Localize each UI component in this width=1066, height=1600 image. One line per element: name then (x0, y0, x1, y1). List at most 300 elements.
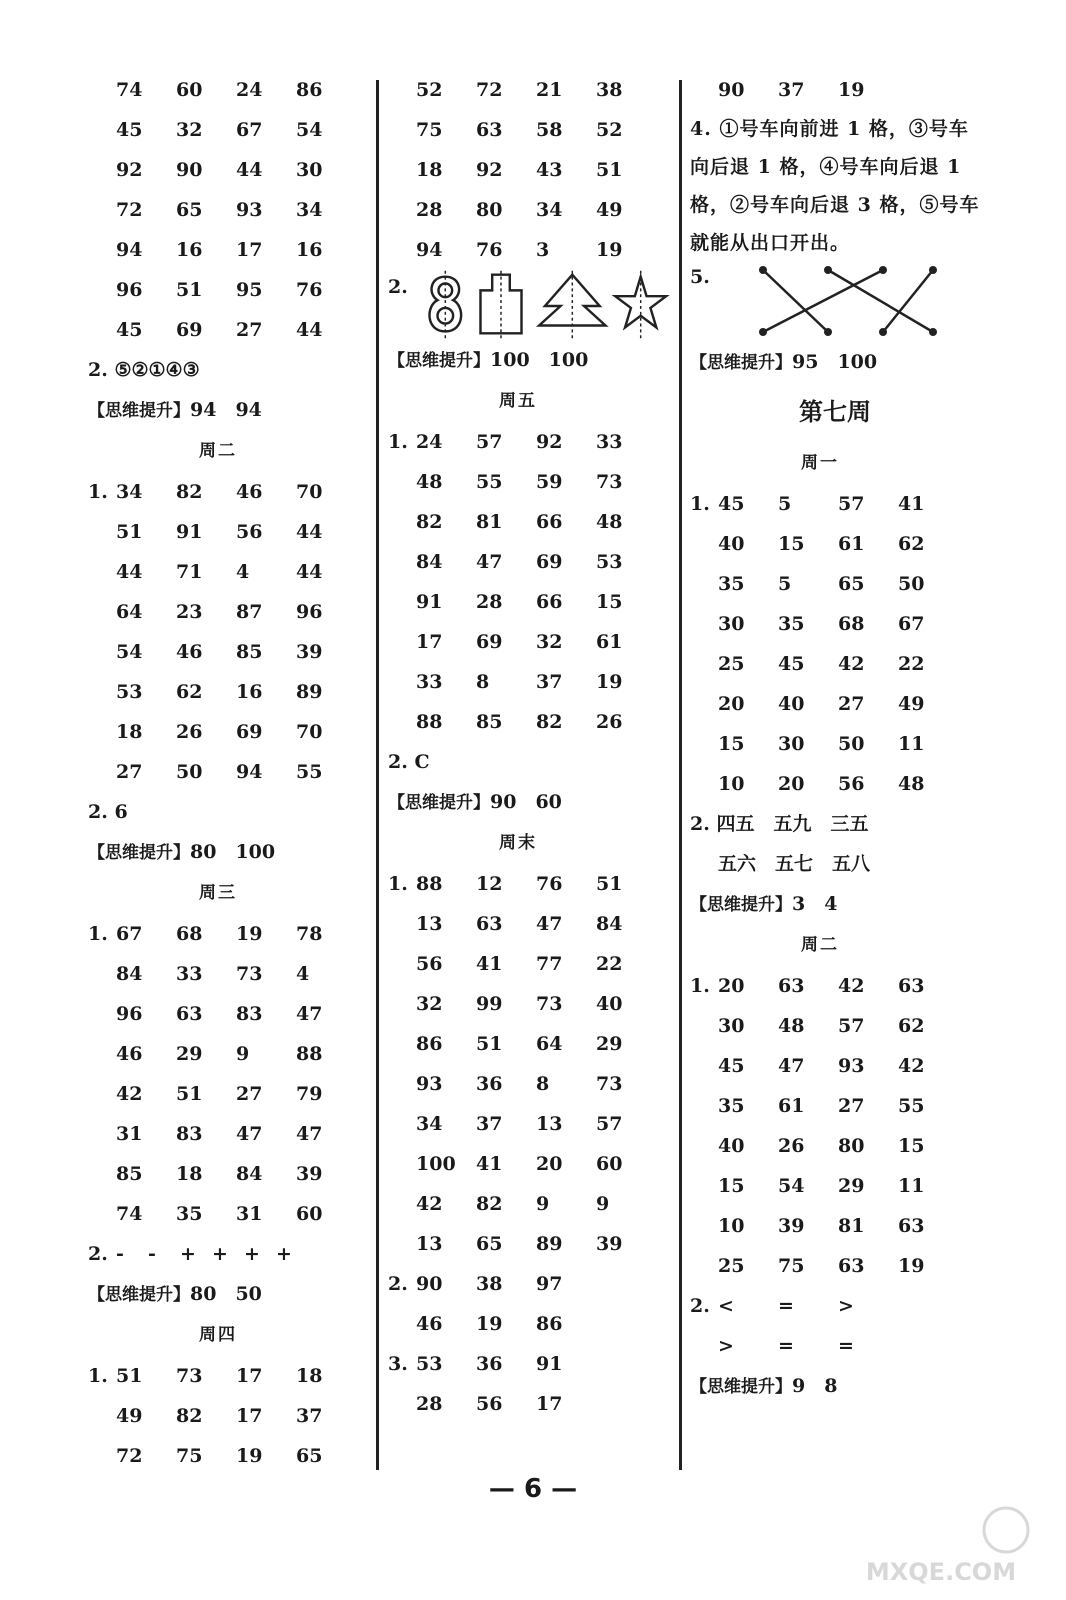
answer-row (388, 422, 670, 462)
thinking-boost-value: 9 8 (792, 1375, 838, 1397)
answer-cell: 57 (596, 1113, 623, 1135)
day-heading: 周五 (499, 391, 537, 411)
answer-row (690, 1286, 990, 1326)
answer-row (690, 1086, 990, 1126)
answer-q4-paragraph: 4. ①号车向前进 1 格，③号车向后退 1 格，④号车向后退 1 格，②号车向后退 3 格，⑤号车就能从出口开出。 (690, 118, 980, 254)
answer-cell: 19 (236, 923, 263, 945)
page-number: — 6 — (488, 1474, 578, 1504)
answer-cell: 45 (116, 319, 143, 341)
answer-q2: 2. 四五 五九 三五 (690, 813, 869, 835)
answer-cell: > (838, 1295, 854, 1317)
day-heading: 周二 (801, 935, 839, 955)
answer-cell: 9 (536, 1193, 550, 1215)
thinking-boost-label: 【思维提升】 (388, 351, 490, 371)
answer-row (88, 230, 370, 270)
answer-cell: 39 (596, 1233, 623, 1255)
answer-cell: 30 (778, 733, 805, 755)
answer-row (388, 864, 670, 904)
answer-cell: 35 (718, 573, 745, 595)
answer-cell: 94 (116, 239, 143, 261)
answer-cell: 73 (236, 963, 263, 985)
answer-cell: 50 (838, 733, 865, 755)
answer-row (388, 1224, 670, 1264)
answer-cell: 46 (176, 641, 203, 663)
answer-cell: = (838, 1335, 854, 1357)
answer-row (690, 70, 990, 110)
answer-cell: 76 (476, 239, 503, 261)
answer-cell: 71 (176, 561, 203, 583)
answer-cell: 82 (536, 711, 563, 733)
answer-cell: 63 (476, 913, 503, 935)
answer-cell: 92 (536, 431, 563, 453)
answer-cell: 51 (476, 1033, 503, 1055)
answer-cell: 61 (778, 1095, 805, 1117)
thinking-boost (88, 1274, 370, 1314)
answer-cell: 46 (116, 1043, 143, 1065)
answer-cell: 75 (416, 119, 443, 141)
thinking-boost-label: 【思维提升】 (690, 353, 792, 373)
answer-row (690, 604, 990, 644)
answer-cell: 16 (176, 239, 203, 261)
matching-lines-drawing (718, 262, 938, 342)
question-number: 1. (88, 923, 108, 945)
answer-cell: 68 (176, 923, 203, 945)
answer-cell: 30 (718, 1015, 745, 1037)
answer-cell: = (778, 1335, 794, 1357)
answer-cell: 51 (116, 521, 143, 543)
answer-cell: 76 (536, 873, 563, 895)
sign: + (244, 1243, 260, 1265)
question-number: 1. (388, 873, 408, 895)
answer-grid (88, 914, 370, 1234)
answer-cell: 54 (296, 119, 323, 141)
answer-cell: 17 (416, 631, 443, 653)
answer-cell: 8 (476, 671, 490, 693)
answer-cell: 57 (838, 493, 865, 515)
answer-cell: 72 (476, 79, 503, 101)
thinking-boost (388, 340, 670, 380)
answer-cell: 44 (296, 561, 323, 583)
question-number: 1. (388, 431, 408, 453)
answer-column-1 (88, 70, 370, 1476)
answer-row (88, 512, 370, 552)
answer-column-3 (690, 70, 990, 1406)
answer-cell: 26 (778, 1135, 805, 1157)
answer-cell: 84 (416, 551, 443, 573)
answer-cell: 84 (596, 913, 623, 935)
answer-cell: 45 (718, 1055, 745, 1077)
answer-cell: 55 (476, 471, 503, 493)
day-heading: 周三 (199, 883, 237, 903)
answer-cell: 66 (536, 511, 563, 533)
answer-cell: 73 (596, 1073, 623, 1095)
answer-cell: 48 (596, 511, 623, 533)
answer-cell: 27 (116, 761, 143, 783)
answer-cell: 82 (176, 481, 203, 503)
answer-cell: 63 (898, 975, 925, 997)
thinking-boost-value: 80 50 (190, 1283, 262, 1305)
answer-cell: 95 (236, 279, 263, 301)
answer-cell: 37 (536, 671, 563, 693)
answer-cell: 38 (476, 1273, 503, 1295)
answer-cell: 39 (296, 1163, 323, 1185)
answer-cell: 77 (536, 953, 563, 975)
answer-cell: 89 (296, 681, 323, 703)
answer-cell: 75 (176, 1445, 203, 1467)
answer-row (388, 944, 670, 984)
answer-grid (388, 1344, 670, 1424)
answer-row (88, 150, 370, 190)
answer-row (88, 472, 370, 512)
answer-cell: 79 (296, 1083, 323, 1105)
answer-cell: 75 (778, 1255, 805, 1277)
answer-cell: 56 (416, 953, 443, 975)
answer-cell: 64 (116, 601, 143, 623)
answer-row (88, 712, 370, 752)
answer-cell: 63 (176, 1003, 203, 1025)
answer-cell: 20 (778, 773, 805, 795)
answer-cell: 87 (236, 601, 263, 623)
answer-row (690, 1206, 990, 1246)
sign: - (116, 1243, 124, 1265)
answer-cell: 72 (116, 199, 143, 221)
sign: - (148, 1243, 156, 1265)
thinking-boost-label: 【思维提升】 (690, 1377, 792, 1397)
answer-cell: 49 (596, 199, 623, 221)
answer-cell: 93 (838, 1055, 865, 1077)
answer-column-2 (388, 70, 670, 1424)
answer-cell: 17 (536, 1393, 563, 1415)
answer-row (388, 904, 670, 944)
answer-cell: 49 (898, 693, 925, 715)
answer-cell: 16 (296, 239, 323, 261)
answer-cell: 65 (476, 1233, 503, 1255)
answer-cell: 51 (596, 873, 623, 895)
answer-row (88, 270, 370, 310)
thinking-boost (690, 342, 990, 382)
answer-cell: 40 (718, 533, 745, 555)
answer-cell: 35 (176, 1203, 203, 1225)
answer-cell: 44 (296, 319, 323, 341)
answer-cell: 83 (236, 1003, 263, 1025)
answer-row (88, 70, 370, 110)
answer-cell: 26 (176, 721, 203, 743)
answer-cell: 52 (596, 119, 623, 141)
answer-cell: 17 (236, 1405, 263, 1427)
question-number: 2. (388, 276, 408, 298)
answer-cell: 65 (838, 573, 865, 595)
answer-cell: 68 (838, 613, 865, 635)
answer-cell: 19 (596, 671, 623, 693)
answer-cell: 33 (416, 671, 443, 693)
answer-cell: 53 (416, 1353, 443, 1375)
answer-cell: 27 (236, 319, 263, 341)
answer-row (388, 1144, 670, 1184)
answer-cell: < (718, 1295, 734, 1317)
answer-row (88, 1436, 370, 1476)
answer-row (88, 994, 370, 1034)
thinking-boost (88, 390, 370, 430)
answer-cell: 64 (536, 1033, 563, 1055)
answer-cell: 56 (236, 521, 263, 543)
answer-row (88, 190, 370, 230)
answer-row (88, 1074, 370, 1114)
answer-cell: 47 (236, 1123, 263, 1145)
answer-cell: > (718, 1335, 734, 1357)
answer-cell: 50 (176, 761, 203, 783)
column-divider-left (376, 80, 379, 1470)
answer-cell: 9 (236, 1043, 250, 1065)
answer-cell: 42 (838, 975, 865, 997)
thinking-boost (690, 884, 990, 924)
watermark-logo (846, 1500, 1036, 1590)
answer-row (690, 764, 990, 804)
answer-cell: 60 (176, 79, 203, 101)
answer-cell: 3 (536, 239, 550, 261)
answer-row (690, 1166, 990, 1206)
answer-row (690, 684, 990, 724)
answer-cell: 29 (596, 1033, 623, 1055)
answer-cell: 32 (416, 993, 443, 1015)
answer-cell: 51 (176, 279, 203, 301)
answer-grid (690, 1286, 990, 1366)
answer-row (88, 1154, 370, 1194)
answer-row (388, 190, 670, 230)
answer-cell: 41 (898, 493, 925, 515)
answer-cell: 34 (296, 199, 323, 221)
answer-cell: 67 (236, 119, 263, 141)
answer-cell: 17 (236, 239, 263, 261)
answer-cell: 88 (296, 1043, 323, 1065)
answer-cell: 94 (416, 239, 443, 261)
answer-cell: 44 (236, 159, 263, 181)
answer-cell: 97 (536, 1273, 563, 1295)
symmetry-figures-drawing (416, 270, 670, 340)
answer-cell: 45 (718, 493, 745, 515)
answer-cell: 73 (536, 993, 563, 1015)
thinking-boost-value: 95 100 (792, 351, 878, 373)
answer-cell: 80 (838, 1135, 865, 1157)
answer-row (88, 1356, 370, 1396)
answer-row (388, 662, 670, 702)
answer-cell: 54 (778, 1175, 805, 1197)
answer-cell: 74 (116, 79, 143, 101)
answer-cell: 41 (476, 953, 503, 975)
answer-row (388, 1344, 670, 1384)
answer-cell: 91 (176, 521, 203, 543)
answer-row (388, 110, 670, 150)
answer-cell: 28 (476, 591, 503, 613)
answer-grid (388, 70, 670, 270)
answer-cell: 90 (416, 1273, 443, 1295)
thinking-boost (88, 832, 370, 872)
answer-row (388, 1104, 670, 1144)
answer-cell: 88 (416, 711, 443, 733)
answer-cell: 67 (116, 923, 143, 945)
answer-cell: 34 (416, 1113, 443, 1135)
answer-cell: 67 (898, 613, 925, 635)
answer-cell: 70 (296, 481, 323, 503)
answer-cell: 50 (898, 573, 925, 595)
answer-cell: 57 (838, 1015, 865, 1037)
answer-cell: 74 (116, 1203, 143, 1225)
answer-row (690, 1126, 990, 1166)
answer-cell: 63 (898, 1215, 925, 1237)
answer-cell: 63 (838, 1255, 865, 1277)
answer-cell: 94 (236, 761, 263, 783)
answer-cell: 15 (596, 591, 623, 613)
answer-cell: 92 (476, 159, 503, 181)
answer-cell: 40 (778, 693, 805, 715)
answer-cell: 84 (116, 963, 143, 985)
answer-row (388, 70, 670, 110)
answer-row (88, 310, 370, 350)
answer-cell: 32 (176, 119, 203, 141)
answer-cell: 27 (838, 693, 865, 715)
answer-row (88, 672, 370, 712)
answer-cell: 85 (476, 711, 503, 733)
answer-row (388, 1384, 670, 1424)
answer-cell: 63 (778, 975, 805, 997)
answer-cell: 82 (176, 1405, 203, 1427)
question-number: 2. (388, 1273, 408, 1295)
answer-q2: 2. 6 (88, 801, 128, 823)
thinking-boost-value: 3 4 (792, 893, 838, 915)
answer-cell: 34 (536, 199, 563, 221)
answer-cell: 99 (476, 993, 503, 1015)
answer-cell: 47 (536, 913, 563, 935)
question-number: 1. (690, 493, 710, 515)
answer-row (88, 1396, 370, 1436)
week-heading: 第七周 (799, 397, 871, 426)
answer-cell: 82 (416, 511, 443, 533)
answer-row (88, 914, 370, 954)
answer-cell: 62 (898, 533, 925, 555)
answer-cell: 73 (176, 1365, 203, 1387)
answer-grid (690, 484, 990, 804)
answer-cell: 56 (476, 1393, 503, 1415)
answer-cell: 52 (416, 79, 443, 101)
answer-cell: 96 (296, 601, 323, 623)
answer-cell: 70 (296, 721, 323, 743)
answer-cell: 76 (296, 279, 323, 301)
answer-cell: = (778, 1295, 794, 1317)
thinking-boost (690, 1366, 990, 1406)
answer-grid (88, 1356, 370, 1476)
thinking-boost (388, 782, 670, 822)
answer-cell: 100 (416, 1153, 456, 1175)
answer-row (388, 462, 670, 502)
thinking-boost-label: 【思维提升】 (388, 793, 490, 813)
answer-cell: 57 (476, 431, 503, 453)
answer-cell: 86 (296, 79, 323, 101)
answer-row (388, 1184, 670, 1224)
answer-cell: 53 (116, 681, 143, 703)
answer-cell: 51 (176, 1083, 203, 1105)
answer-cell: 37 (778, 79, 805, 101)
question-number: 1. (88, 1365, 108, 1387)
answer-cell: 30 (718, 613, 745, 635)
answer-cell: 56 (838, 773, 865, 795)
answer-cell: 10 (718, 773, 745, 795)
answer-grid (690, 966, 990, 1286)
answer-cell: 69 (236, 721, 263, 743)
answer-cell: 26 (596, 711, 623, 733)
answer-cell: 93 (416, 1073, 443, 1095)
answer-cell: 25 (718, 1255, 745, 1277)
answer-row (88, 1034, 370, 1074)
question-number: 3. (388, 1353, 408, 1375)
answer-cell: 17 (236, 1365, 263, 1387)
answer-cell: 51 (596, 159, 623, 181)
answer-cell: 85 (236, 641, 263, 663)
sign-answer-row (88, 1234, 370, 1274)
answer-cell: 19 (838, 79, 865, 101)
question-number: 2. (88, 1243, 108, 1265)
answer-cell: 11 (898, 733, 925, 755)
answer-cell: 65 (176, 199, 203, 221)
answer-row (690, 524, 990, 564)
question-number: 5. (690, 266, 710, 288)
answer-cell: 41 (476, 1153, 503, 1175)
answer-cell: 48 (416, 471, 443, 493)
answer-cell: 69 (476, 631, 503, 653)
answer-cell: 18 (176, 1163, 203, 1185)
answer-cell: 47 (296, 1123, 323, 1145)
answer-cell: 36 (476, 1353, 503, 1375)
thinking-boost-value: 94 94 (190, 399, 262, 421)
answer-row (690, 724, 990, 764)
thinking-boost-label: 【思维提升】 (88, 843, 190, 863)
answer-cell: 54 (116, 641, 143, 663)
answer-cell: 44 (116, 561, 143, 583)
answer-cell: 19 (898, 1255, 925, 1277)
answer-cell: 20 (718, 693, 745, 715)
symmetry-figures (388, 270, 670, 340)
answer-cell: 22 (596, 953, 623, 975)
answer-cell: 53 (596, 551, 623, 573)
answer-cell: 62 (176, 681, 203, 703)
thinking-boost-label: 【思维提升】 (88, 401, 190, 421)
answer-row (690, 1246, 990, 1286)
answer-q2-continued: 五六 五七 五八 (718, 853, 871, 875)
answer-cell: 32 (536, 631, 563, 653)
answer-cell: 11 (898, 1175, 925, 1197)
answer-cell: 55 (898, 1095, 925, 1117)
answer-cell: 33 (596, 431, 623, 453)
matching-lines (690, 262, 990, 342)
answer-row (690, 1046, 990, 1086)
sign: + (180, 1243, 196, 1265)
answer-cell: 28 (416, 1393, 443, 1415)
answer-cell: 24 (236, 79, 263, 101)
answer-cell: 18 (416, 159, 443, 181)
answer-row (388, 582, 670, 622)
thinking-boost-value: 90 60 (490, 791, 562, 813)
answer-cell: 15 (898, 1135, 925, 1157)
answer-cell: 91 (416, 591, 443, 613)
answer-cell: 15 (718, 1175, 745, 1197)
answer-cell: 30 (296, 159, 323, 181)
answer-cell: 48 (898, 773, 925, 795)
question-number: 2. (690, 1295, 710, 1317)
answer-cell: 20 (536, 1153, 563, 1175)
answer-cell: 18 (296, 1365, 323, 1387)
watermark-text: MXQE.COM (865, 1558, 1017, 1586)
answer-cell: 59 (536, 471, 563, 493)
answer-row (88, 954, 370, 994)
answer-row (388, 1264, 670, 1304)
